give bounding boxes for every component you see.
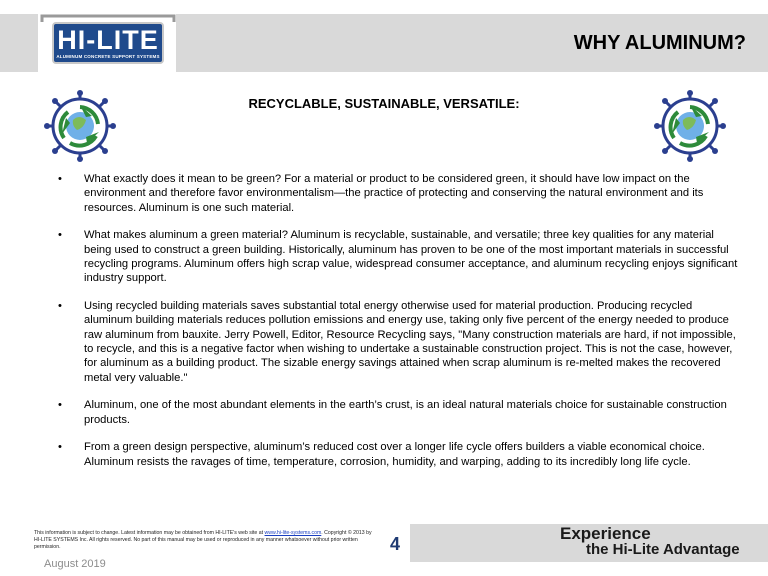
bullet-item xyxy=(58,398,738,427)
bullet-marker: • xyxy=(58,399,62,412)
date-label: August 2019 xyxy=(44,558,106,570)
bullet-item xyxy=(58,440,738,469)
bullet-text: Using recycled building materials saves substantial total energy otherwise used for material production. Producing recycled aluminum building materials reduces pollution emissions and energy use, taking only five percent of the energy needed to produce raw aluminum from bauxite. Jerry Powell, Editor, Resource Recycling says, "Many construction materials are hard, if not impossible, to recycle, and this is a negative factor when wishing to undertake a sustainable construction project. This is not the case, however, for aluminum as a building product. The sizable energy savings attained when scrap aluminum is re-melted makes the recovered metal very valuable." xyxy=(84,299,736,384)
bullet-text: What exactly does it mean to be green? For a material or product to be considered green, it should have low impact on the environment and therefore favor environmentalism—the practice of protecting and conserving the natural environment and its resources. Aluminum is one such material. xyxy=(84,173,704,214)
bullet-marker: • xyxy=(58,229,62,242)
copyright-note-part2: . Copyright © 2013 by HI-LITE SYSTEMS Inc. All rights reserved. No part of this manual may be used or reproduced in any manner whatsoever without prior written permission. xyxy=(34,530,372,550)
logo xyxy=(52,22,164,64)
bullet-text: Aluminum, one of the most abundant elements in the earth’s crust, is an ideal natural materials choice for sustainable construction products. xyxy=(84,399,727,426)
page-number: 4 xyxy=(390,534,401,554)
bullet-text: What makes aluminum a green material? Aluminum is recyclable, sustainable, and versatile; three key qualities for any material being used to construct a green building. Historically, aluminum has proven to be one of the most important materials in successful recycling programs. Aluminum offers high scrap value, widespread consumer acceptance, and aluminum recycling enjoys significant industry support. xyxy=(84,229,738,285)
bullet-text: From a green design perspective, aluminum’s reduced cost over a longer life cycle offers builders a viable economical choice. Aluminum resists the ravages of time, temperature, corrosion, humidity, and warping, adding to its incredibly long life cycle. xyxy=(84,441,705,468)
bullet-item xyxy=(58,172,738,215)
bullet-item xyxy=(58,299,738,385)
tagline-line-1: Experience xyxy=(560,524,651,543)
logo-subtitle: ALUMINUM CONCRETE SUPPORT SYSTEMS xyxy=(56,54,160,59)
bullet-marker: • xyxy=(58,441,62,454)
bullet-list xyxy=(58,172,738,482)
bullet-item xyxy=(58,228,738,286)
logo-title: HI-LITE xyxy=(57,25,159,55)
bullet-marker: • xyxy=(58,173,62,185)
bullet-marker: • xyxy=(58,299,62,312)
page-title: WHY ALUMINUM? xyxy=(573,32,746,54)
copyright-note xyxy=(34,530,379,551)
section-subtitle: RECYCLABLE, SUSTAINABLE, VERSATILE: xyxy=(248,96,520,111)
website-link[interactable]: www.hi-lite-systems.com xyxy=(264,530,322,536)
tagline-line-2: the Hi-Lite Advantage xyxy=(586,541,740,558)
copyright-note-part1: This information is subject to change. Latest information may be obtained from HI-LITE's web site at xyxy=(34,530,265,536)
